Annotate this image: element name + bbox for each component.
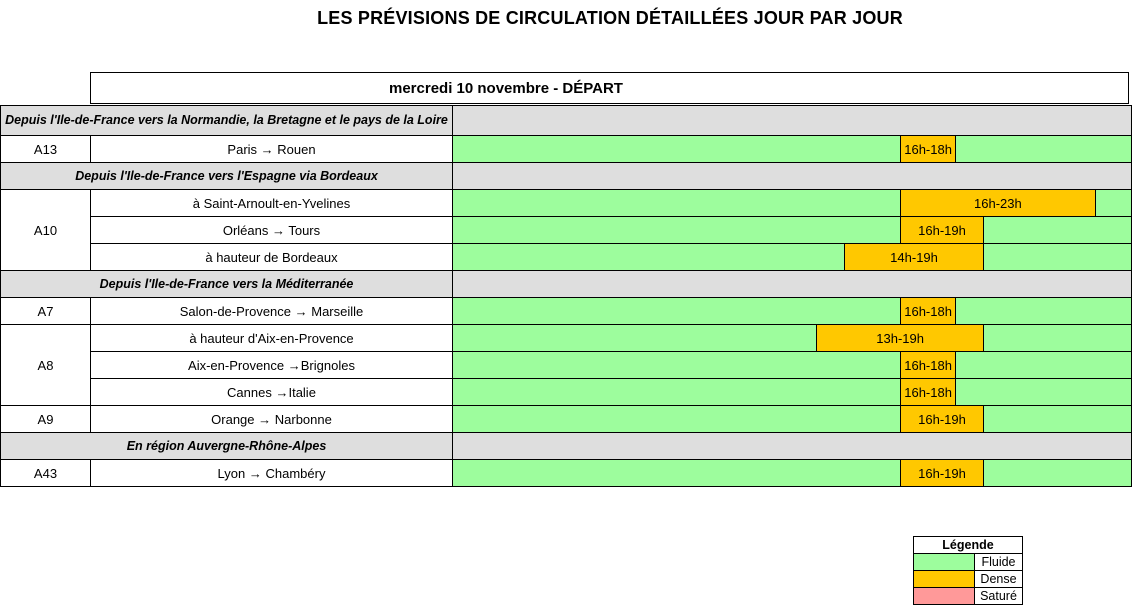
timeline-bar-cell	[453, 298, 1132, 325]
route-name: Salon-de-Provence → Marseille	[91, 298, 453, 325]
road-name: A10	[1, 190, 91, 271]
road-name: A7	[1, 298, 91, 325]
road-name: A43	[1, 460, 91, 487]
timeline-bar-cell	[453, 460, 1132, 487]
road-name: A13	[1, 136, 91, 163]
route-name: Aix-en-Provence →Brignoles	[91, 352, 453, 379]
timeline-bar-cell	[453, 136, 1132, 163]
legend	[913, 536, 1023, 605]
route-row	[1, 406, 1132, 433]
dense-period-bar: 13h-19h	[816, 325, 984, 351]
section-title: Depuis l'Ile-de-France vers l'Espagne via Bordeaux	[1, 163, 453, 190]
route-row	[1, 136, 1132, 163]
legend-swatch	[914, 554, 975, 571]
legend-item	[914, 588, 1023, 605]
timeline-bar-cell	[453, 352, 1132, 379]
route-name: à hauteur d'Aix-en-Provence	[91, 325, 453, 352]
route-name: Orange → Narbonne	[91, 406, 453, 433]
route-row	[1, 325, 1132, 352]
dense-period-bar: 16h-23h	[900, 190, 1096, 216]
route-row	[1, 352, 1132, 379]
road-name: A8	[1, 325, 91, 406]
route-row	[1, 460, 1132, 487]
traffic-forecast-table	[0, 105, 1132, 487]
timeline-bar-cell	[453, 190, 1132, 217]
route-name: à hauteur de Bordeaux	[91, 244, 453, 271]
section-title: Depuis l'Ile-de-France vers la Normandie, la Bretagne et le pays de la Loire	[1, 106, 453, 136]
section-timeline	[453, 106, 1132, 136]
section-row	[1, 163, 1132, 190]
section-timeline	[453, 163, 1132, 190]
legend-swatch	[914, 571, 975, 588]
section-title: Depuis l'Ile-de-France vers la Méditerranée	[1, 271, 453, 298]
route-row	[1, 244, 1132, 271]
page-title: LES PRÉVISIONS DE CIRCULATION DÉTAILLÉES JOUR PAR JOUR	[317, 8, 903, 28]
timeline-bar-cell	[453, 379, 1132, 406]
route-name: Cannes →Italie	[91, 379, 453, 406]
legend-label: Dense	[975, 571, 1023, 588]
legend-swatch	[914, 588, 975, 605]
dense-period-bar: 16h-19h	[900, 406, 984, 432]
timeline-bar-cell	[453, 325, 1132, 352]
legend-label: Saturé	[975, 588, 1023, 605]
route-row	[1, 190, 1132, 217]
section-row	[1, 433, 1132, 460]
route-name: Paris → Rouen	[91, 136, 453, 163]
section-timeline	[453, 433, 1132, 460]
legend-title: Légende	[914, 537, 1023, 554]
timeline-bar-cell	[453, 244, 1132, 271]
dense-period-bar: 16h-18h	[900, 136, 956, 162]
legend-item	[914, 571, 1023, 588]
dense-period-bar: 16h-19h	[900, 460, 984, 486]
section-title: En région Auvergne-Rhône-Alpes	[1, 433, 453, 460]
road-name: A9	[1, 406, 91, 433]
dense-period-bar: 16h-18h	[900, 379, 956, 405]
timeline-bar-cell	[453, 406, 1132, 433]
legend-label: Fluide	[975, 554, 1023, 571]
route-name: Lyon → Chambéry	[91, 460, 453, 487]
route-row	[1, 298, 1132, 325]
day-header	[90, 72, 1129, 104]
dense-period-bar: 16h-19h	[900, 217, 984, 243]
dense-period-bar: 14h-19h	[844, 244, 984, 270]
route-name: à Saint-Arnoult-en-Yvelines	[91, 190, 453, 217]
route-row	[1, 379, 1132, 406]
route-name: Orléans → Tours	[91, 217, 453, 244]
section-row	[1, 106, 1132, 136]
day-header-text: mercredi 10 novembre - DÉPART	[389, 80, 623, 97]
route-row	[1, 217, 1132, 244]
timeline-bar-cell	[453, 217, 1132, 244]
legend-item	[914, 554, 1023, 571]
dense-period-bar: 16h-18h	[900, 298, 956, 324]
dense-period-bar: 16h-18h	[900, 352, 956, 378]
section-row	[1, 271, 1132, 298]
section-timeline	[453, 271, 1132, 298]
